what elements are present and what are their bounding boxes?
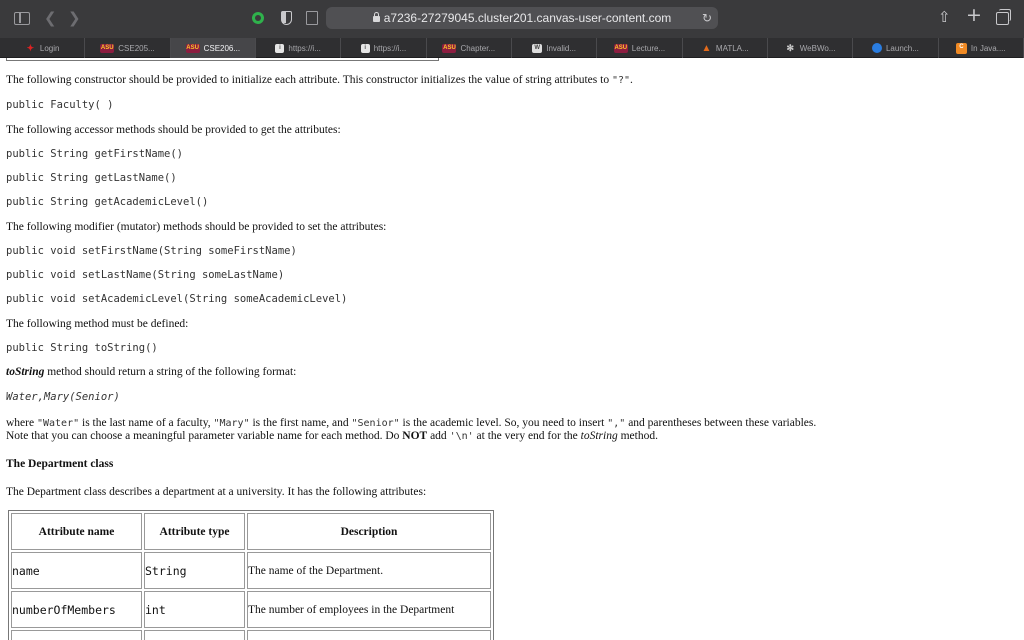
login-icon: ✦ — [26, 42, 35, 53]
matlab-icon: ▲ — [701, 42, 712, 54]
table-row — [11, 552, 491, 589]
tab-label: Chapter... — [460, 43, 496, 53]
asu-logo-icon: ASU — [614, 44, 628, 51]
webwork-icon: ✻ — [786, 42, 795, 53]
asu-logo-icon: ASU — [443, 44, 456, 51]
share-icon[interactable]: ⇧ — [938, 8, 951, 26]
url-text: a7236-27279045.cluster201.canvas-user-content.com — [383, 11, 672, 25]
header-description: Description — [247, 513, 491, 550]
mutator-paragraph: The following modifier (mutator) methods should be provided to set the attributes: — [6, 221, 387, 233]
method-paragraph: The following method must be defined: — [6, 318, 189, 330]
accessor-paragraph: The following accessor methods should be provided to get the attributes: — [6, 124, 341, 136]
w-icon: W — [532, 44, 542, 53]
tab-launch[interactable] — [853, 38, 938, 58]
forward-arrow-icon[interactable]: ❯ — [68, 9, 81, 27]
table-row — [11, 591, 491, 628]
tab-https-2[interactable] — [341, 38, 426, 58]
cell-attribute-name — [11, 630, 142, 640]
asu-logo-icon: ASU — [186, 44, 199, 51]
extension-green-icon[interactable] — [252, 12, 264, 24]
tab-label: WeBWo... — [799, 43, 836, 53]
header-attribute-type: Attribute type — [144, 513, 245, 550]
tab-in-java[interactable] — [939, 38, 1024, 58]
reload-icon[interactable]: ↻ — [701, 11, 712, 25]
tostring-code: public String toString() — [6, 342, 158, 354]
tostring-paragraph: toString method should return a string of the following format: — [6, 366, 297, 378]
tab-cse205[interactable] — [85, 38, 170, 58]
tab-lecture[interactable] — [597, 38, 682, 58]
get-last-name-code: public String getLastName() — [6, 172, 177, 184]
tab-label: CSE206... — [203, 43, 241, 53]
table-bottom-edge — [6, 58, 439, 61]
back-arrow-icon[interactable]: ❮ — [44, 9, 57, 27]
tab-label: Lecture... — [631, 43, 666, 53]
constructor-code: public Faculty( ) — [6, 99, 114, 111]
cell-description: The number of employees in the Department — [247, 591, 491, 628]
tab-label: CSE205... — [118, 43, 155, 53]
tab-login[interactable] — [0, 38, 85, 58]
cell-attribute-type: String — [144, 552, 245, 589]
tab-label: Login — [39, 43, 60, 53]
set-last-name-code: public void setLastName(String someLastName) — [6, 269, 285, 281]
c-icon: C — [956, 43, 967, 54]
department-heading: The Department class — [6, 458, 114, 470]
tab-bar — [0, 38, 1024, 58]
set-academic-level-code: public void setAcademicLevel(String someAcademicLevel) — [6, 293, 348, 305]
header-attribute-name: Attribute name — [11, 513, 142, 550]
tab-overview-icon[interactable] — [996, 12, 1009, 25]
where-paragraph: where "Water" is the last name of a faculty, "Mary" is the first name, and "Senior" is the academic level. So, you need to insert "," and parentheses between these variables. — [6, 417, 817, 429]
reader-icon[interactable] — [306, 11, 318, 25]
tab-label: https://i... — [288, 43, 321, 53]
tab-chapter[interactable] — [427, 38, 512, 58]
tab-matlab[interactable] — [683, 38, 768, 58]
department-description: The Department class describes a department at a university. It has the following attributes: — [6, 486, 427, 498]
cell-description: The name of the Department. — [247, 552, 491, 589]
tab-label: MATLA... — [715, 43, 749, 53]
document-icon: i — [275, 44, 284, 53]
cell-attribute-type: int — [144, 591, 245, 628]
asu-logo-icon: ASU — [100, 44, 114, 51]
tab-label: Invalid... — [546, 43, 577, 53]
tab-label: In Java.... — [970, 43, 1006, 53]
tab-https-1[interactable] — [256, 38, 341, 58]
tab-cse206[interactable] — [171, 38, 256, 58]
launch-icon — [872, 43, 882, 53]
cell-description — [247, 630, 491, 640]
tab-label: Launch... — [885, 43, 919, 53]
set-first-name-code: public void setFirstName(String someFirstName) — [6, 245, 297, 257]
table-header-row — [11, 513, 491, 550]
tab-webwork[interactable] — [768, 38, 853, 58]
page-content — [6, 58, 1018, 640]
browser-toolbar — [0, 0, 1024, 38]
new-tab-icon[interactable]: + — [966, 4, 982, 26]
cell-attribute-type — [144, 630, 245, 640]
attributes-table — [8, 510, 494, 640]
table-row — [11, 630, 491, 640]
tab-label: https://i... — [373, 43, 407, 53]
address-bar[interactable] — [326, 7, 718, 29]
cell-attribute-name: numberOfMembers — [11, 591, 142, 628]
cell-attribute-name: name — [11, 552, 142, 589]
sidebar-toggle-icon[interactable] — [14, 12, 30, 25]
constructor-paragraph: The following constructor should be provided to initialize each attribute. This constructor initializes the value of string attributes to "?". — [6, 74, 633, 86]
tab-invalid[interactable] — [512, 38, 597, 58]
lock-icon — [373, 16, 380, 22]
shield-icon[interactable] — [281, 11, 292, 25]
note-paragraph: Note that you can choose a meaningful parameter variable name for each method. Do NOT add '\n' at the very end for the toString method. — [6, 430, 658, 442]
document-icon: i — [361, 44, 370, 53]
get-first-name-code: public String getFirstName() — [6, 148, 184, 160]
get-academic-level-code: public String getAcademicLevel() — [6, 196, 209, 208]
format-example-code: Water,Mary(Senior) — [6, 391, 120, 403]
